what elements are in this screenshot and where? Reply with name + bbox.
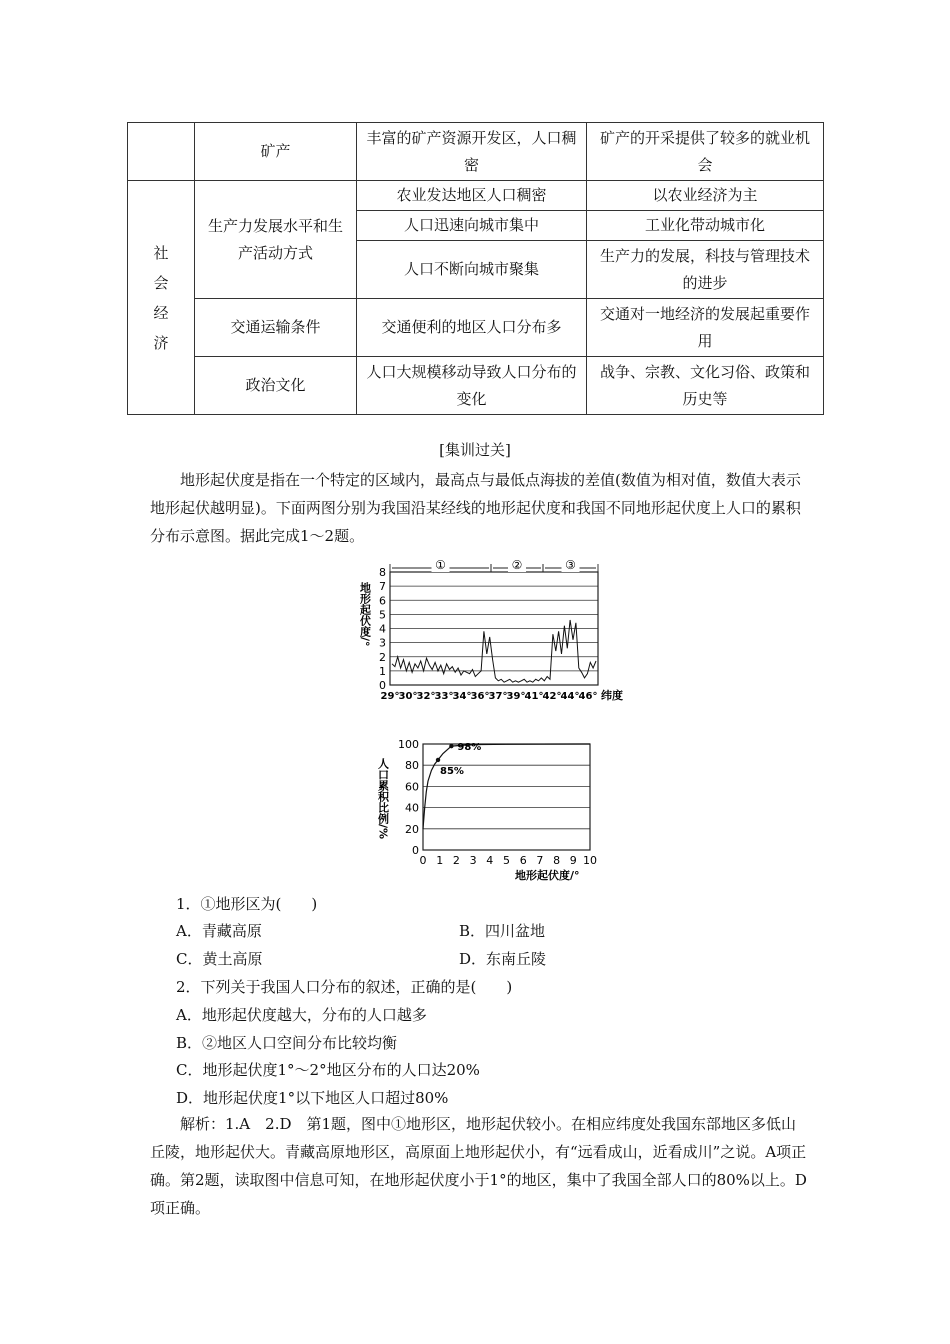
- table-cell: 矿产: [195, 123, 357, 181]
- q1-option-b: B．四川盆地: [459, 922, 546, 940]
- annotation-label: 85%: [440, 765, 464, 777]
- table-cell: 丰富的矿产资源开发区，人口稠密: [357, 123, 587, 181]
- x-tick-label: 37°: [488, 691, 508, 702]
- y-axis-label: 人口累积比例/%: [376, 758, 390, 840]
- x-tick-label: 42°: [542, 691, 562, 702]
- x-tick-label: 7: [536, 854, 544, 867]
- table-cell: 战争、宗教、文化习俗、政策和历史等: [587, 357, 824, 415]
- x-tick-label: 41°: [524, 691, 544, 702]
- y-tick-label: 6: [379, 594, 386, 608]
- y-tick-label: 8: [379, 566, 386, 579]
- x-tick-label: 4: [486, 854, 494, 867]
- y-tick-label: 3: [379, 636, 386, 650]
- table-cell: 以农业经济为主: [587, 181, 824, 211]
- q1-option-d: D．东南丘陵: [459, 950, 547, 968]
- annotation-point: [449, 744, 453, 748]
- question-2-stem: 2．下列关于我国人口分布的叙述，正确的是( ): [176, 978, 513, 996]
- table-cell: 生产力的发展，科技与管理技术的进步: [587, 241, 824, 299]
- relief-series-line: [392, 620, 596, 682]
- q2-option-d: D．地形起伏度1°以下地区人口超过80%: [176, 1089, 449, 1107]
- q2-option-b: B．②地区人口空间分布比较均衡: [176, 1034, 398, 1052]
- y-tick-label: 2: [379, 650, 386, 664]
- group-char: 会: [153, 273, 169, 292]
- x-axis-label: 地形起伏度/°: [515, 869, 580, 882]
- y-tick-label: 100: [398, 738, 419, 751]
- x-tick-label: 0: [419, 854, 427, 867]
- question-1-stem: 1．①地形区为( ): [176, 895, 318, 913]
- x-tick-label: 6: [519, 854, 527, 867]
- table-cell: 政治文化: [195, 357, 357, 415]
- table-cell: 矿产的开采提供了较多的就业机会: [587, 123, 824, 181]
- table-cell: 工业化带动城市化: [587, 211, 824, 241]
- x-tick-label: 1: [436, 854, 444, 867]
- annotation-label: 98%: [457, 742, 482, 754]
- x-tick-label: 36°: [470, 691, 490, 702]
- table-cell: 农业发达地区人口稠密: [357, 181, 587, 211]
- region-label: ③: [565, 558, 576, 572]
- q1-option-a: A．青藏高原: [176, 922, 262, 940]
- y-tick-label: 0: [412, 844, 419, 857]
- y-tick-label: 40: [405, 801, 419, 815]
- plot-frame: [423, 744, 590, 850]
- y-tick-label: 1: [379, 664, 386, 678]
- y-tick-label: 5: [379, 608, 386, 622]
- x-tick-label: 34°: [452, 691, 472, 702]
- annotation-point: [436, 758, 440, 762]
- region-label: ②: [511, 558, 523, 572]
- group-char: 社: [153, 243, 169, 262]
- x-tick-label: 29°: [380, 691, 400, 702]
- y-axis-label: 地形起伏度/°: [358, 582, 372, 647]
- x-tick-label: 8: [553, 854, 561, 867]
- table-cell: [128, 123, 195, 181]
- x-axis-label: 纬度: [601, 689, 623, 702]
- y-tick-label: 80: [405, 759, 419, 773]
- region-label: ①: [435, 558, 446, 572]
- q2-option-a: A．地形起伏度越大，分布的人口越多: [176, 1006, 427, 1024]
- relief-chart: [355, 552, 630, 704]
- group-char: 济: [153, 333, 169, 352]
- table-cell: 交通便利的地区人口分布多: [357, 299, 587, 357]
- x-tick-label: 32°: [416, 691, 436, 702]
- x-tick-label: 10: [583, 854, 597, 867]
- x-tick-label: 5: [503, 854, 510, 867]
- table-cell: 人口迅速向城市集中: [357, 211, 587, 241]
- table-cell: 交通对一地经济的发展起重要作用: [587, 299, 824, 357]
- x-tick-label: 44°: [560, 691, 580, 702]
- x-tick-label: 30°: [398, 691, 418, 702]
- x-tick-label: 2: [452, 854, 460, 867]
- y-tick-label: 4: [379, 622, 386, 636]
- y-tick-label: 7: [379, 580, 386, 594]
- section-title: [集训过关]: [439, 441, 511, 459]
- table-cell: 人口大规模移动导致人口分布的变化: [357, 357, 587, 415]
- y-tick-label: 60: [405, 780, 419, 794]
- q2-option-c: C．地形起伏度1°～2°地区分布的人口达20%: [176, 1061, 480, 1079]
- x-tick-label: 3: [469, 854, 477, 867]
- table-cell: 生产力发展水平和生产活动方式: [195, 181, 357, 299]
- x-tick-label: 39°: [506, 691, 526, 702]
- table-cell: 交通运输条件: [195, 299, 357, 357]
- x-tick-label: 9: [569, 854, 577, 867]
- table-cell: 人口不断向城市聚集: [357, 241, 587, 299]
- table-group-cell: [128, 181, 195, 415]
- y-tick-label: 20: [405, 822, 419, 836]
- analysis-paragraph: 解析：1.A 2.D 第1题，图中①地形区，地形起伏较小。在相应纬度处我国东部地区多低山丘陵，地形起伏大。青藏高原地形区，高原面上地形起伏小，有“远看成山，近看成川”之说。A项正确。第2题，读取图中信息可知，在地形起伏度小于1°的地区，集中了我国全部人口的80%以上。D项正确。: [150, 1115, 807, 1217]
- factor-table: [127, 122, 824, 415]
- intro-paragraph: 地形起伏度是指在一个特定的区域内，最高点与最低点海拔的差值(数值为相对值，数值大表示地形起伏越明显)。下面两图分别为我国沿某经线的地形起伏度和我国不同地形起伏度上人口的累积分布示意图。据此完成1～2题。: [150, 471, 801, 545]
- q1-option-c: C．黄土高原: [176, 950, 263, 968]
- x-tick-label: 33°: [434, 691, 454, 702]
- population-chart: [375, 735, 605, 885]
- y-tick-label: 0: [379, 679, 386, 692]
- group-char: 经: [153, 303, 169, 322]
- x-tick-label: 46°: [578, 691, 598, 702]
